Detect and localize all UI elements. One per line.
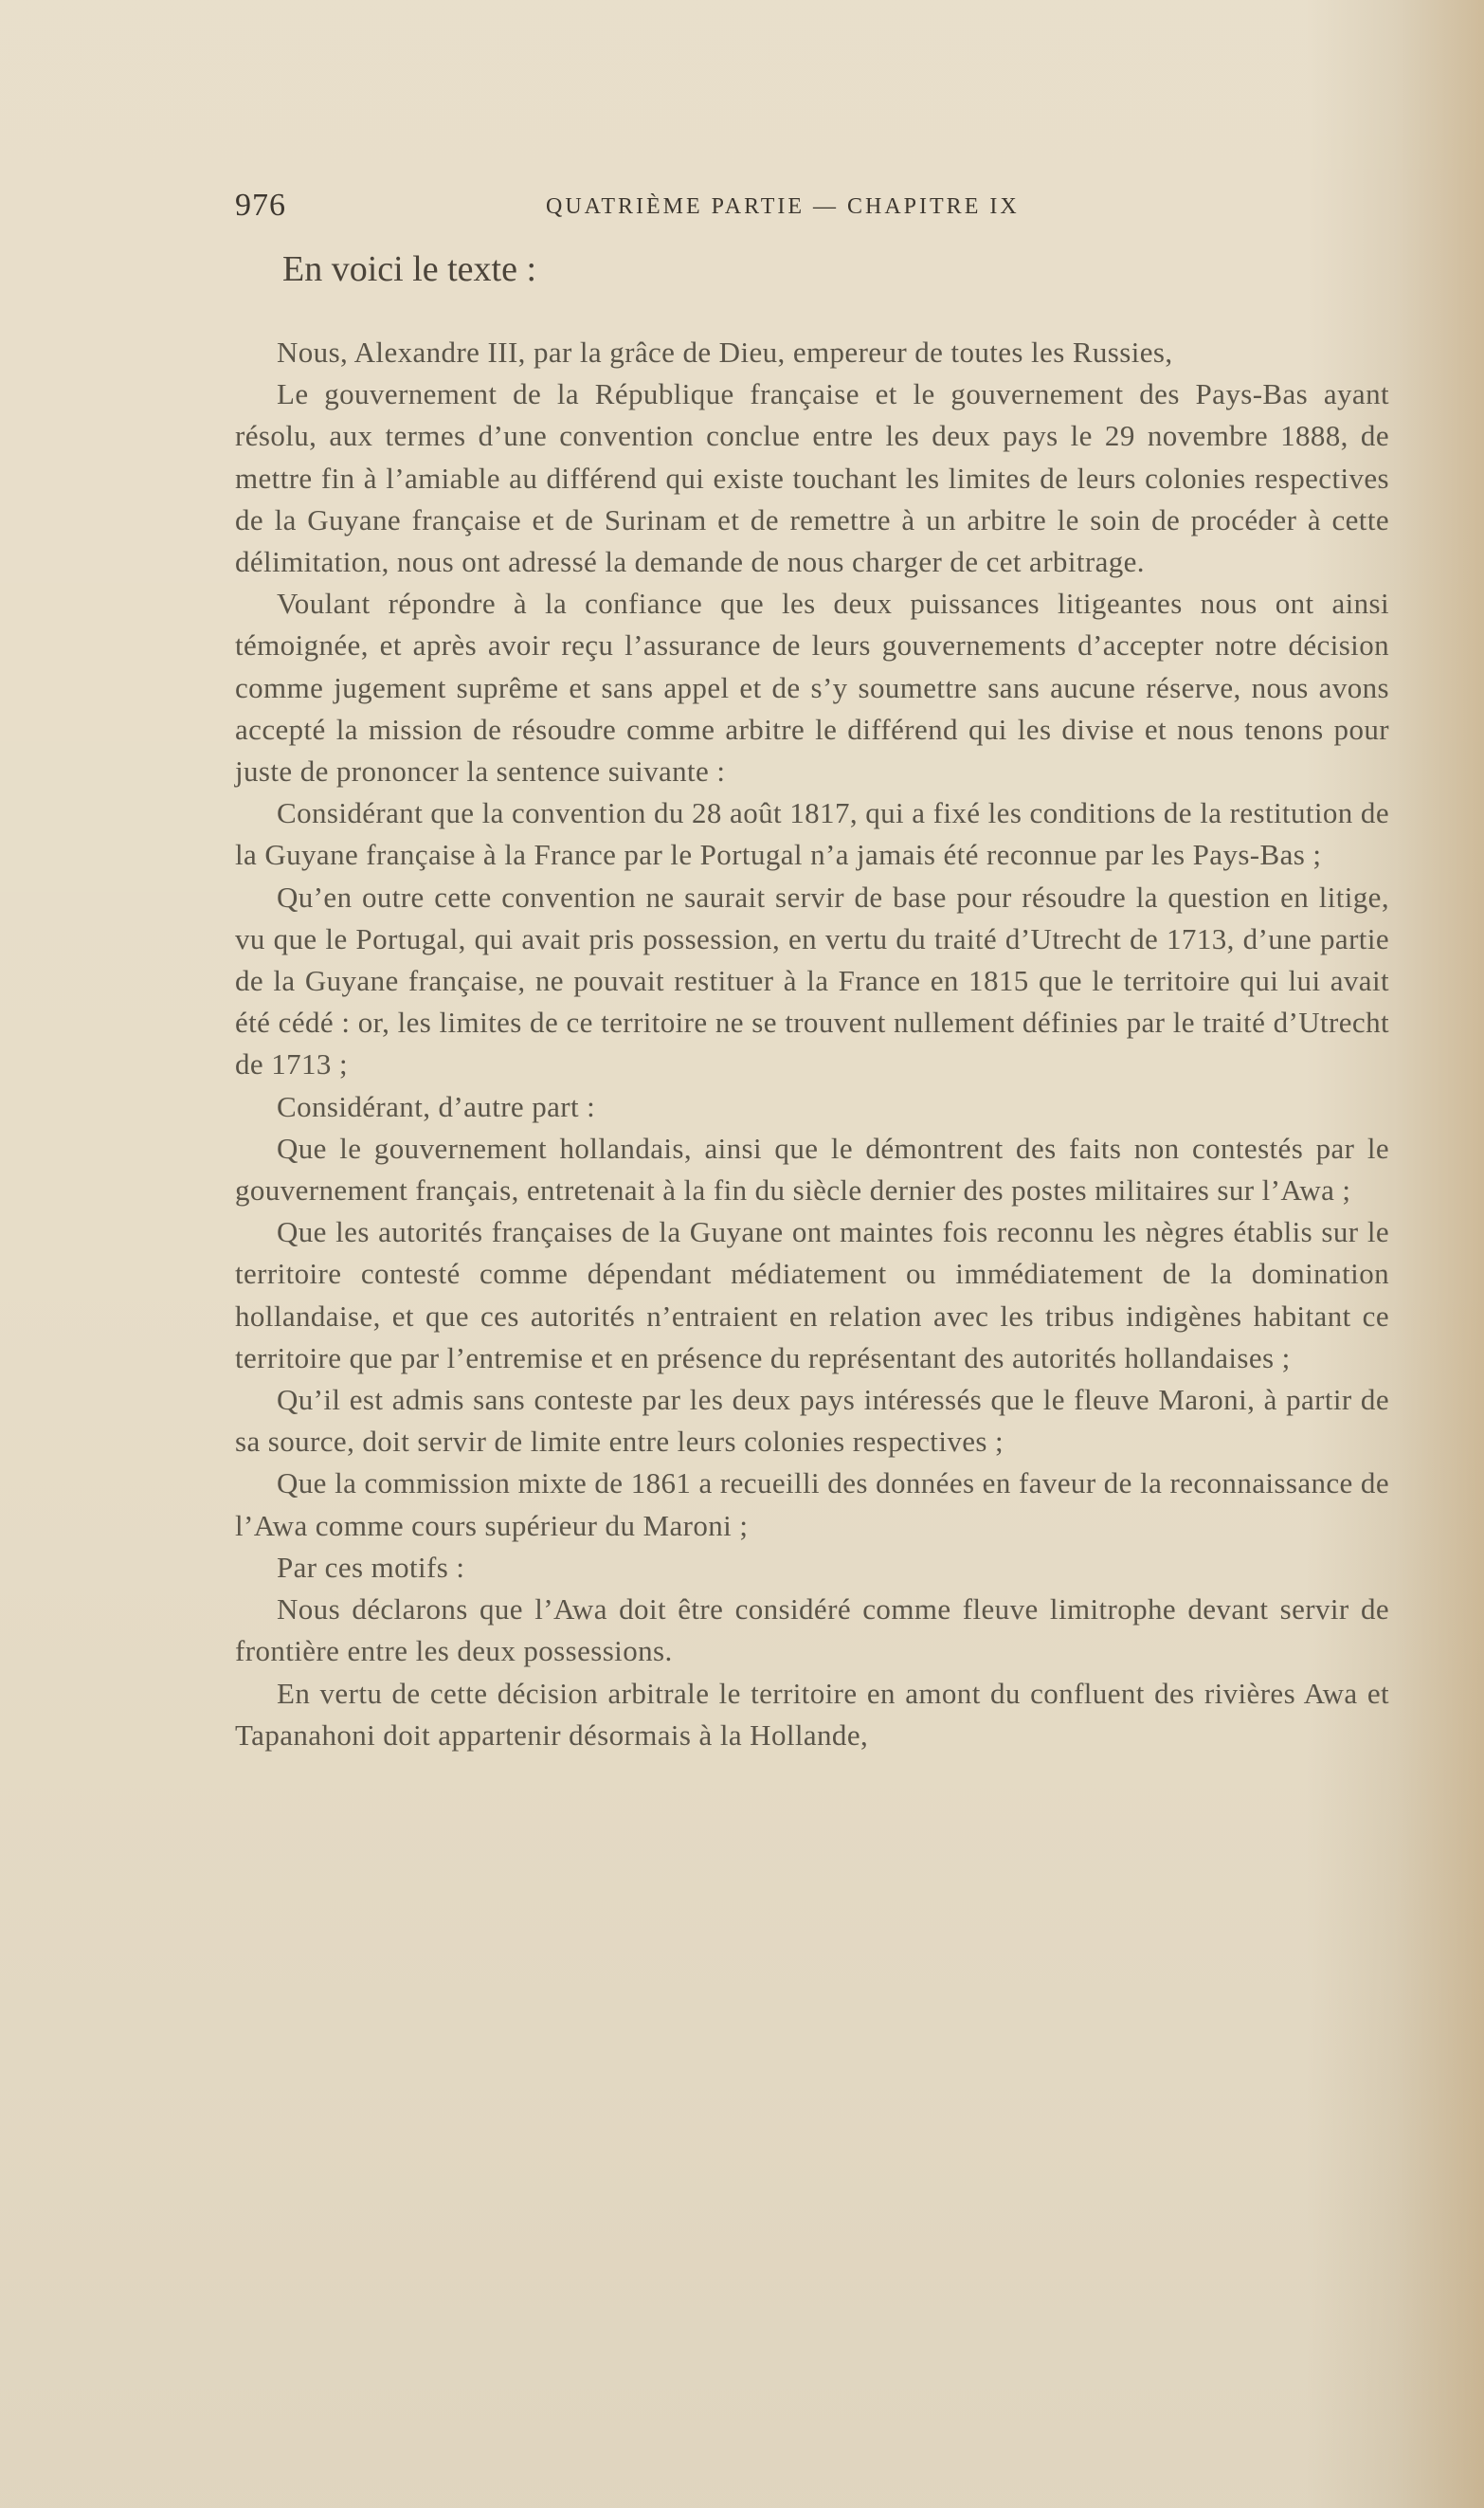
page-header — [235, 188, 1107, 226]
running-head: QUATRIÈME PARTIE — CHAPITRE IX — [546, 194, 1020, 219]
paragraph: Considérant, d’autre part : — [277, 1089, 596, 1123]
paragraph: Nous déclarons que l’Awa doit être considéré comme fleuve limitrophe devant servir de frontière entre les deux possessions. — [235, 1592, 1389, 1668]
paragraph: En vertu de cette décision arbitrale le territoire en amont du confluent des rivières Awa et Tapanahoni doit appartenir désormais à la Hollande, — [235, 1676, 1389, 1752]
paragraph: Que le gouvernement hollandais, ainsi que le démontrent des faits non contestés par le gouvernement français, entretenait à la fin du siècle dernier des postes militaires sur l’Awa ; — [235, 1131, 1389, 1208]
intro-line: En voici le texte : — [282, 249, 537, 289]
paragraph: Que les autorités françaises de la Guyane ont maintes fois reconnu les nègres établis sur le territoire contesté comme dépendant médiatement ou immédiatement de la domination hollandaise, et que ces autorités n’entraient en relation avec les tribus indigènes habitant ce territoire que par l’entremise et en présence du représentant des autorités hollandaises ; — [235, 1215, 1389, 1374]
paragraph: Qu’il est admis sans conteste par les deux pays intéressés que le fleuve Maroni, à partir de sa source, doit servir de limite entre leurs colonies respectives ; — [235, 1383, 1389, 1459]
paragraph: Qu’en outre cette convention ne saurait servir de base pour résoudre la question en litige, vu que le Portugal, qui avait pris possession, en vertu du traité d’Utrecht de 1713, d’une partie de la Guyane française, ne pouvait restituer à la France en 1815 que le territoire qui lui avait été cédé : or, les limites de ce territoire ne se trouvent nullement définies par le traité d’Utrecht de 1713 ; — [235, 880, 1389, 1081]
paragraph: Nous, Alexandre III, par la grâce de Dieu, empereur de toutes les Russies, — [277, 336, 1173, 369]
paragraph: Considérant que la convention du 28 août 1817, qui a fixé les conditions de la restitution de la Guyane française à la France par le Portugal n’a jamais été reconnue par les Pays-Bas ; — [235, 796, 1389, 872]
paragraph: Que la commission mixte de 1861 a recueilli des données en faveur de la reconnaissance de l’Awa comme cours supérieur du Maroni ; — [235, 1466, 1389, 1542]
paragraph: Voulant répondre à la confiance que les deux puissances litigeantes nous ont ainsi témoignée, et après avoir reçu l’assurance de leurs gouvernements d’accepter notre décision comme jugement suprême et sans appel et de s’y soumettre sans aucune réserve, nous avons accepté la mission de résoudre comme arbitre le différend qui les divise et nous tenons pour juste de prononcer la sentence suivante : — [235, 587, 1389, 789]
decree-text — [235, 332, 1389, 1756]
paragraph: Par ces motifs : — [277, 1550, 465, 1584]
paragraph: Le gouvernement de la République française et le gouvernement des Pays-Bas ayant résolu, aux termes d’une convention conclue entre les deux pays le 29 novembre 1888, de mettre fin à l’amiable au différend qui existe touchant les limites de leurs colonies respectives de la Guyane française et de Surinam et de remettre à un arbitre le soin de procéder à cette délimitation, nous ont adressé la demande de nous charger de cet arbitrage. — [235, 377, 1389, 579]
page-number: 976 — [235, 188, 286, 223]
